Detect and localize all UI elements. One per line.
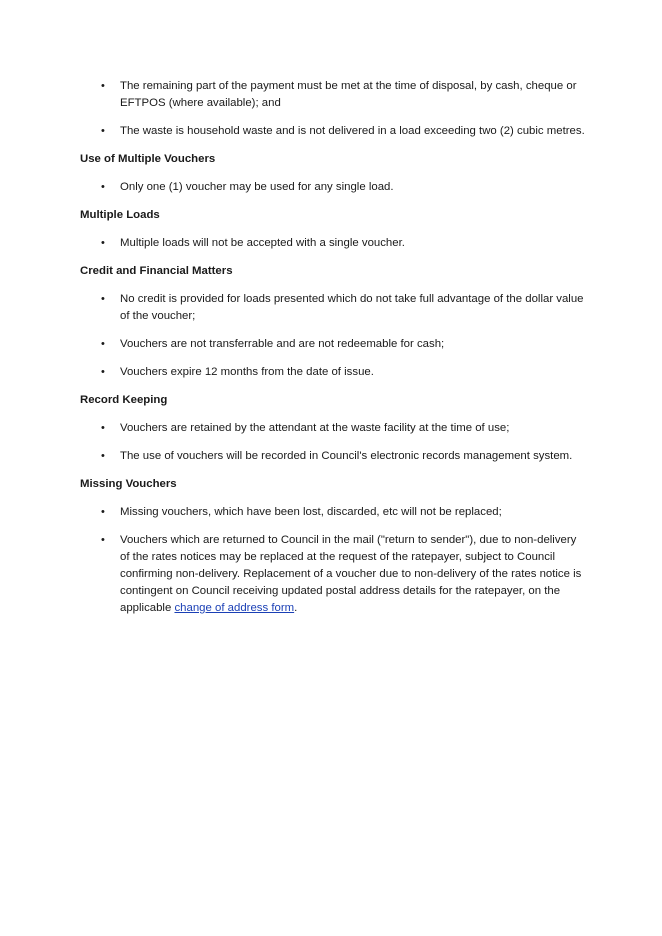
list-item bbox=[80, 235, 585, 252]
list-item-text: No credit is provided for loads presented which do not take full advantage of the dollar value of the voucher; bbox=[120, 293, 584, 322]
list-item-text: Vouchers are not transferrable and are not redeemable for cash; bbox=[120, 338, 445, 350]
section-heading-multiple-vouchers: Use of Multiple Vouchers bbox=[80, 153, 216, 165]
bullet-glyph: • bbox=[101, 338, 105, 350]
list-item bbox=[80, 420, 585, 437]
bullet-glyph: • bbox=[101, 366, 105, 378]
list-item-text: Only one (1) voucher may be used for any single load. bbox=[120, 181, 394, 193]
list-item-text: Multiple loads will not be accepted with a single voucher. bbox=[120, 237, 405, 249]
bullet-glyph: • bbox=[101, 506, 105, 518]
list-item-text: Vouchers which are returned to Council in the mail ("return to sender"), due to non-delivery of the rates notices may be replaced at the request of the ratepayer, subject to Council confirming non-delivery. Replacement of a voucher due to non-delivery of the rates notice is contingent on Council receiving updated postal address details for the ratepayer, on the applicable bbox=[120, 534, 582, 614]
list-item bbox=[80, 123, 585, 140]
list-item bbox=[80, 448, 585, 465]
list-item bbox=[80, 78, 585, 112]
list-item-text: The use of vouchers will be recorded in Council's electronic records management system. bbox=[120, 450, 573, 462]
list-item-text: Missing vouchers, which have been lost, discarded, etc will not be replaced; bbox=[120, 506, 502, 518]
section-heading-record-keeping: Record Keeping bbox=[80, 394, 168, 406]
list-item-text-end: . bbox=[294, 602, 298, 614]
section-heading-multiple-loads: Multiple Loads bbox=[80, 209, 160, 221]
list-item-text: The waste is household waste and is not delivered in a load exceeding two (2) cubic metres. bbox=[120, 125, 585, 137]
bullet-glyph: • bbox=[101, 450, 105, 462]
change-of-address-form-link[interactable]: change of address form bbox=[174, 602, 295, 614]
list-item bbox=[80, 504, 585, 521]
document-body bbox=[80, 78, 585, 628]
bullet-glyph: • bbox=[101, 534, 105, 546]
bullet-glyph: • bbox=[101, 80, 105, 92]
list-item-text: Vouchers expire 12 months from the date of issue. bbox=[120, 366, 374, 378]
bullet-glyph: • bbox=[101, 181, 105, 193]
bullet-glyph: • bbox=[101, 422, 105, 434]
bullet-glyph: • bbox=[101, 125, 105, 137]
bullet-glyph: • bbox=[101, 237, 105, 249]
section-heading-missing-vouchers: Missing Vouchers bbox=[80, 478, 177, 490]
list-item bbox=[80, 336, 585, 353]
section-heading-credit: Credit and Financial Matters bbox=[80, 265, 233, 277]
list-item bbox=[80, 291, 585, 325]
list-item bbox=[80, 532, 585, 617]
list-item-text: The remaining part of the payment must be met at the time of disposal, by cash, cheque or EFTPOS (where available); and bbox=[120, 80, 577, 109]
list-item bbox=[80, 179, 585, 196]
list-item bbox=[80, 364, 585, 381]
bullet-glyph: • bbox=[101, 293, 105, 305]
list-item-text: Vouchers are retained by the attendant at the waste facility at the time of use; bbox=[120, 422, 510, 434]
